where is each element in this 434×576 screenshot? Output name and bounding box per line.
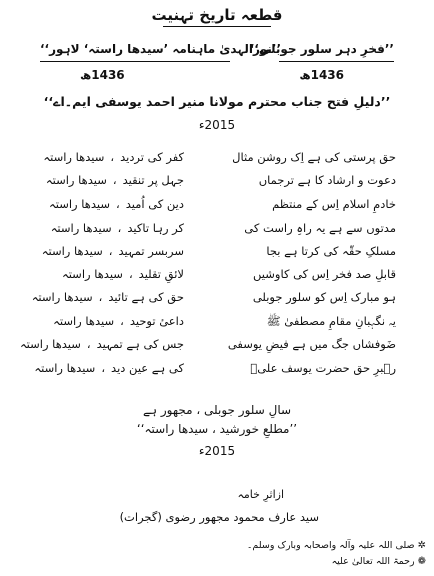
poem-right-line: رہبرِ حق حضرت یوسف علیؑ — [250, 361, 396, 375]
page-title: قطعہ تاریخ تہنیت — [151, 6, 283, 24]
author-name: سید عارف محمود مجھور رضوی (گجرات) — [119, 510, 319, 524]
comma-separator: ، — [120, 314, 124, 328]
comma-separator: ، — [128, 267, 133, 281]
comma-separator: ، — [86, 337, 91, 351]
comma-separator: ، — [115, 197, 120, 211]
poem-left-line — [22, 244, 184, 258]
footnote: ❁رحمۃ اللہ تعالیٰ علیہ — [331, 556, 426, 567]
subtitle-year: 2015ء — [198, 118, 236, 132]
closing-year: 2015ء — [198, 444, 236, 458]
poem-right-line: حق پرستی کی ہے اِک روشن مثال — [232, 150, 396, 164]
closing-line-1: سالِ سلور جوبلی ، مجھور ہے — [142, 403, 292, 417]
poem-left-phrase: حق کی ہے تائید — [108, 290, 184, 304]
poem-left-refrain: سیدھا راستہ — [50, 221, 112, 235]
poem-right-line: مسلکِ حقّہ کی کرتا ہے بجا — [266, 244, 396, 258]
poem-left-line — [22, 361, 184, 375]
poem-left-line — [19, 337, 184, 351]
poem-right-line: دعوت و ارشاد کا ہے ترجماں — [258, 173, 396, 187]
poem-right-line: قابلِ صد فخر اِس کی کاوشیں — [253, 267, 396, 281]
poem-left-line — [22, 150, 184, 164]
poem-left-refrain: سیدھا راستہ — [41, 244, 103, 258]
poem-left-refrain: سیدھا راستہ — [43, 150, 105, 164]
poem-left-phrase: لائقِ تقلید — [138, 267, 184, 281]
poem-right-line: یہ نگہبانِ مقامِ مصطفیٰ ﷺ — [266, 314, 396, 328]
poem-right-line: ضَوفشاں جگ میں ہے فیضِ یوسفی — [227, 337, 396, 351]
poem-left-phrase: جس کی ہے تمہید — [96, 337, 184, 351]
asterisk-icon: ✲ — [417, 540, 426, 551]
poem-left-phrase: جہل پر تنقید — [122, 173, 184, 187]
poem-left-line — [22, 173, 184, 187]
author-label: ازاثرِ خامہ — [237, 488, 284, 501]
header-right-underline — [279, 61, 394, 62]
comma-separator: ، — [101, 361, 106, 375]
header-right-label: ’’فخرِ دہر سلور جوبلی‘‘ — [249, 42, 394, 56]
comma-separator: ، — [98, 290, 103, 304]
poem-left-refrain: سیدھا راستہ — [31, 290, 93, 304]
poem-left-line — [22, 290, 184, 304]
subtitle: ’’دلیلِ فتح جناب محترم مولانا منیر احمد یوسفی ایم۔اے‘‘ — [43, 94, 391, 109]
poem-left-phrase: سربسر تمہید — [118, 244, 184, 258]
poem-left-phrase: کی ہے عین دید — [111, 361, 184, 375]
poem-left-refrain: سیدھا راستہ — [34, 361, 96, 375]
comma-separator: ، — [117, 221, 122, 235]
comma-separator: ، — [108, 244, 113, 258]
poem-left-phrase: کفر کی تردید — [120, 150, 184, 164]
poem-left-refrain: سیدھا راستہ — [45, 173, 107, 187]
poem-right-line: ہو مبارک اِس کو سلور جوبلی — [252, 290, 396, 304]
poem-left-line — [22, 314, 184, 328]
poem-left-refrain: سیدھا راستہ — [61, 267, 123, 281]
poem-left-refrain: سیدھا راستہ — [53, 314, 115, 328]
poem-left-refrain: سیدھا راستہ — [19, 337, 81, 351]
poem-right-line: خادمِ اسلام اِس کے منتظم — [272, 197, 396, 211]
comma-separator: ، — [112, 173, 117, 187]
poem-right-line: مدتوں سے ہے یہ راہِ راست کی — [244, 221, 396, 235]
flower-icon: ❁ — [417, 556, 426, 567]
title-underline — [163, 26, 271, 27]
header-right-year: 1436ھ — [299, 68, 344, 82]
poem-left-line — [22, 221, 184, 235]
header-left-year: 1436ھ — [80, 68, 125, 82]
poem-left-line — [22, 197, 184, 211]
closing-line-2: ’’مطلعِ خورشید ، سیدھا راستہ‘‘ — [136, 422, 298, 436]
poem-left-phrase: کر رہا تاکید — [127, 221, 184, 235]
poem-left-phrase: داعیٔ توحید — [129, 314, 184, 328]
footnote: ✲صلی اللہ علیہ وآلہ واصحابہ وبارک وسلم۔ — [246, 540, 426, 551]
comma-separator: ، — [110, 150, 115, 164]
poem-left-line — [22, 267, 184, 281]
poem-left-refrain: سیدھا راستہ — [49, 197, 110, 211]
poem-left-phrase: دین کی اُمید — [125, 197, 184, 211]
header-left-label: ’’نورالہدیٰ ماہنامہ ’سیدھا راستہ‘ لاہور‘‘ — [40, 42, 282, 56]
header-left-underline — [40, 61, 230, 62]
